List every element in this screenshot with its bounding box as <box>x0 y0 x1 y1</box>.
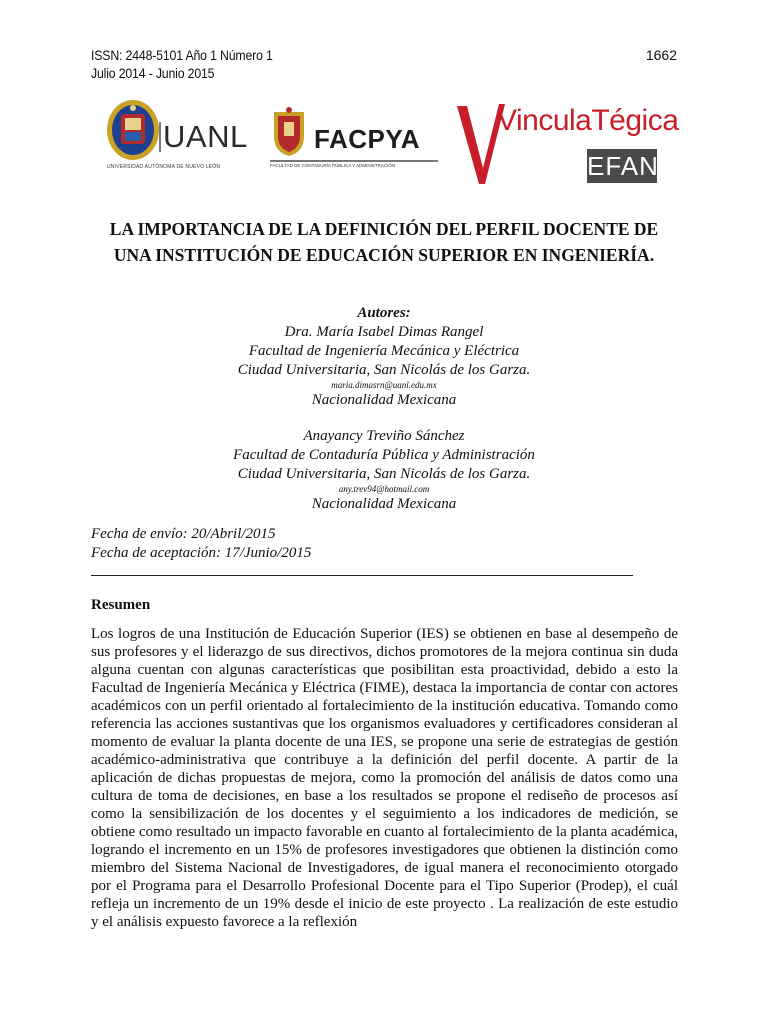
facpya-seal-icon <box>270 106 308 158</box>
author-nationality: Nacionalidad Mexicana <box>311 392 457 408</box>
abstract-text: Los logros de una Institución de Educación Superior (IES) se obtienen en base al desempeño de sus profesores y el liderazgo de sus directivos, dichos promotores de la mejora continua sin duda alguna cuentan con algunas características que posibilitan esta proactividad, debido a esto la Facultad de Ingeniería Mecánica y Eléctrica (FIME), destaca la importancia de contar con actores académicos con un perfil orientado al fortalecimiento de la institución educativa. Tomando como referencia las acciones sustantivas que los organismos evaluadores y certificadores consideran al momento de evaluar la planta docente de una IES, se propone una serie de estrategias de gestión académico-administrativa que contribuye a la definición del perfil docente. A partir de la aplicación de dichas propuestas de mejora, como la promoción del análisis de datos como una cultura de toma de decisiones, en base a los resultados se propone el rediseño de procesos así como la sensibilización de los docentes y el seguimiento a los indicadores de medición, se obtiene como resultado un impacto favorable en cuanto al fortalecimiento de la planta académica, logrando el incremento en un 15% de profesores investigadores que obtienen la distinción como miembro del Sistema Nacional de Investigadores, de igual manera el reconocimiento otorgado por el Programa para el Desarrollo Profesional Docente para el Tipo Superior (Prodep), el cuál refleja un incremento de un 19% desde el inicio de este proyecto . La realización de este estudio y el análisis expuesto favorece a la reflexión <box>91 626 678 930</box>
paper-title: LA IMPORTANCIA DE LA DEFINICIÓN DEL PERFIL DOCENTE DE UNA INSTITUCIÓN DE EDUCACIÓN SUPERIOR EN INGENIERÍA. <box>109 219 659 265</box>
facpya-logo <box>270 106 440 176</box>
author-faculty: Facultad de Ingeniería Mecánica y Eléctrica <box>248 343 520 359</box>
author-name: Dra. María Isabel Dimas Rangel <box>284 324 484 340</box>
accepted-date: Fecha de aceptación: 17/Junio/2015 <box>91 545 312 561</box>
author-city: Ciudad Universitaria, San Nicolás de los Garza. <box>237 466 531 482</box>
uanl-divider <box>159 122 161 152</box>
author-email: maria.dimasrn@uanl.edu.mx <box>331 380 437 390</box>
author-nationality: Nacionalidad Mexicana <box>311 496 457 512</box>
author-city: Ciudad Universitaria, San Nicolás de los Garza. <box>237 362 531 378</box>
uanl-logo <box>105 98 263 174</box>
separator-rule <box>91 575 633 576</box>
vinculategica-logo <box>453 98 679 186</box>
facpya-subtitle: FACULTAD DE CONTADURÍA PÚBLICA Y ADMINISTRACIÓN <box>270 163 396 168</box>
abstract-heading: Resumen <box>91 597 151 613</box>
sent-date: Fecha de envío: 20/Abril/2015 <box>91 526 276 542</box>
author-faculty: Facultad de Contaduría Pública y Administración <box>233 447 535 463</box>
facpya-wordmark: FACPYA <box>314 124 421 154</box>
journal-header <box>91 46 273 82</box>
logo-banner <box>105 94 679 190</box>
authors-block <box>91 304 677 514</box>
vinculategica-wordmark: VinculaTégica <box>497 104 679 137</box>
author-email: any.trev94@hotmail.com <box>338 484 430 494</box>
authors-label: Autores: <box>357 305 411 321</box>
submission-dates <box>91 525 311 563</box>
page-number: 1662 <box>645 47 677 63</box>
period-line: Julio 2014 - Junio 2015 <box>91 65 215 81</box>
uanl-seal-icon <box>105 98 161 164</box>
uanl-wordmark: UANL <box>163 119 248 154</box>
facpya-rule <box>270 160 438 162</box>
author-name: Anayancy Treviño Sánchez <box>303 428 465 444</box>
issn-line: ISSN: 2448-5101 Año 1 Número 1 <box>91 47 273 63</box>
efan-badge: EFAN <box>587 151 659 181</box>
uanl-subtitle: UNIVERSIDAD AUTÓNOMA DE NUEVO LEÓN <box>107 164 221 170</box>
